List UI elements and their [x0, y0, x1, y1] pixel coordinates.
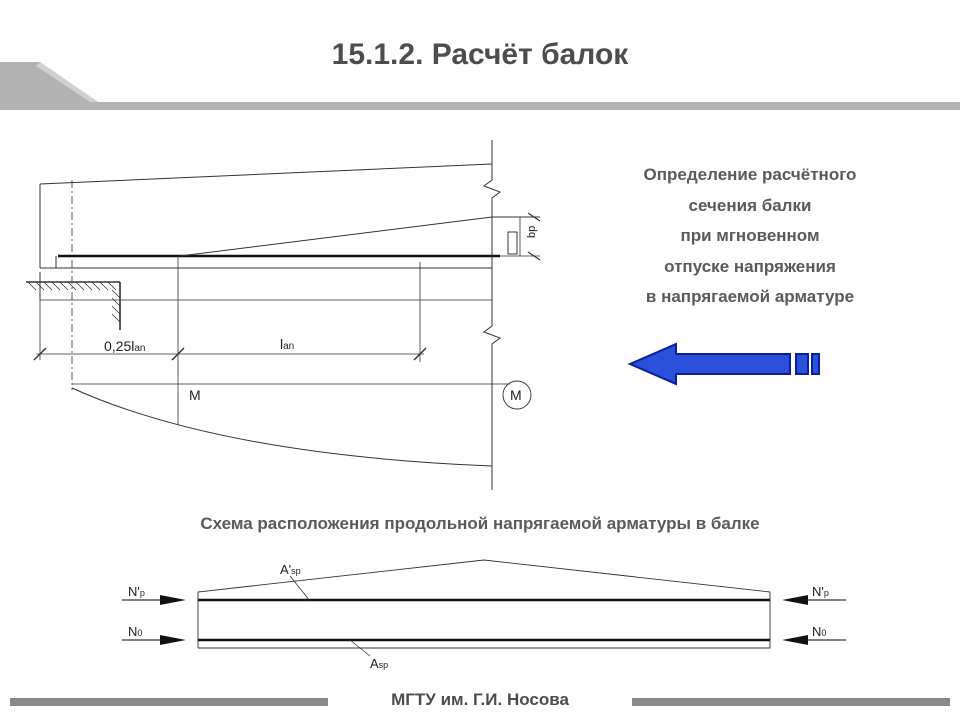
- description-line: отпуске напряжения: [664, 256, 836, 276]
- description-line: сечения балки: [688, 195, 812, 215]
- beam-top-edge: [40, 164, 492, 184]
- bottom-bar-label: Asp: [370, 656, 389, 671]
- beam-diagram: [26, 140, 540, 490]
- footer-text: МГТУ им. Г.И. Носова: [391, 690, 569, 709]
- force-label-right-top: N'p: [812, 584, 829, 599]
- force-label-left-bottom: N0: [128, 624, 143, 639]
- description-line: Определение расчётного: [643, 165, 857, 184]
- moment-curve: [72, 388, 492, 466]
- arrowhead-right-top: [782, 595, 808, 605]
- description-line: в напрягаемой арматуре: [645, 287, 855, 306]
- top-bar-label: A'sp: [280, 562, 301, 577]
- dim-left-label: 0,25lan: [104, 338, 146, 354]
- section-label-right: M: [510, 387, 522, 403]
- page-title: 15.1.2. Расчёт балок: [331, 38, 629, 71]
- description-line: при мгновенном: [680, 226, 820, 245]
- description-block: [600, 160, 900, 313]
- break-line: [484, 140, 500, 490]
- section-label-left: M: [189, 387, 201, 403]
- dim-right-label: lan: [280, 336, 295, 352]
- force-label-left-top: N'p: [128, 584, 145, 599]
- arrowhead-left-top: [160, 595, 186, 605]
- arrowhead-right-bottom: [782, 635, 808, 645]
- scheme-caption: Схема расположения продольной напрягаемой арматуры в балке: [200, 514, 760, 533]
- direction-arrow-icon: [630, 344, 819, 384]
- reinforcement-scheme: [122, 560, 846, 656]
- bp-symbol-box: [508, 232, 517, 254]
- force-label-right-bottom: N0: [812, 624, 827, 639]
- bp-label: bp: [526, 225, 538, 238]
- arrowhead-left-bottom: [160, 635, 186, 645]
- inclined-tendon: [180, 217, 492, 256]
